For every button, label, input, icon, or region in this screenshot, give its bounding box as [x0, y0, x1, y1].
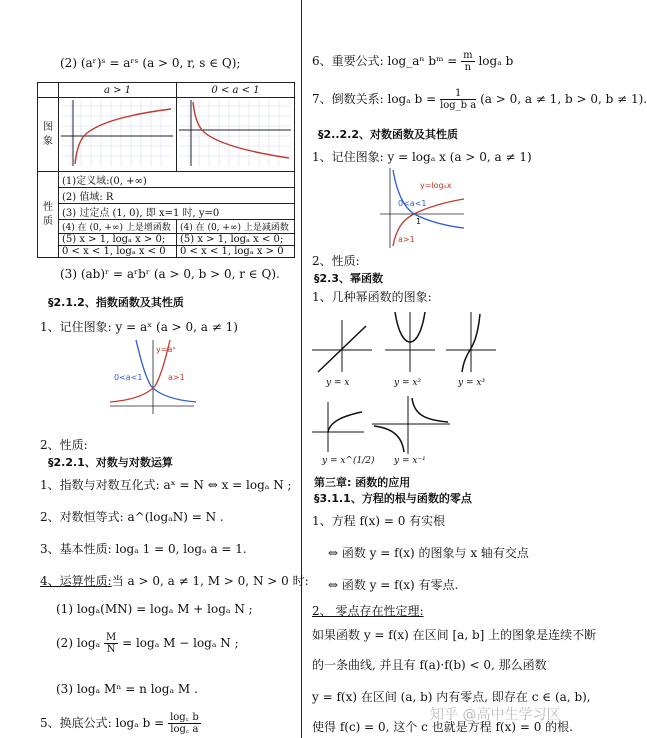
prop-range: (2) 值域: R: [59, 188, 295, 204]
r6-suffix: logₐ b: [478, 54, 514, 68]
fraction-denominator: log꜀ a: [170, 724, 199, 735]
chapter-3-title: 第三章: 函数的应用: [314, 476, 411, 489]
fraction-numerator: 1: [440, 88, 476, 100]
power-graph-x: [312, 320, 372, 372]
op-change-of-base: [40, 712, 201, 735]
zhihu-watermark: 知乎 @高中生学习区: [430, 707, 561, 723]
r7-prefix: 7、倒数关系: logₐ b =: [312, 92, 437, 106]
power-graph-inverse: [372, 396, 450, 454]
section-2-2-1-title: §2.2.1、对数与对数运算: [48, 456, 173, 469]
op-rules-condition: 当 a > 0, a ≠ 1, M > 0, N > 0 时:: [111, 574, 309, 588]
label-log-one: 1: [416, 217, 422, 226]
formula-important: [312, 50, 513, 73]
power-graphs-caption: 1、几种幂函数的图象:: [312, 290, 432, 304]
prop-increasing: (4) 在 (0, +∞) 上是增函数: [59, 220, 177, 234]
zero-theorem-line2: 的一条曲线, 并且有 f(a)·f(b) < 0, 那么函数: [312, 658, 547, 672]
r7-fraction: [440, 88, 476, 111]
quotient-suffix: = logₐ M − logₐ N ;: [122, 636, 239, 650]
r7-suffix: (a > 0, a ≠ 1, b > 0, b ≠ 1).: [480, 92, 647, 106]
table-corner: [38, 83, 59, 98]
graph-log-decreasing: [177, 98, 295, 172]
section-2-2-2-title: §2..2.2、对数函数及其性质: [318, 128, 458, 141]
log-properties-table: [37, 82, 295, 258]
caption-power-inverse: y = x⁻¹: [394, 456, 426, 466]
quotient-fraction: [104, 632, 118, 655]
zero-equiv-1: 1、方程 f(x) = 0 有实根: [312, 514, 446, 528]
caption-power-x: y = x: [326, 378, 350, 388]
graph-log-increasing: [59, 98, 177, 172]
change-of-base-prefix: 5、换底公式: logₐ b =: [40, 716, 165, 730]
zero-theorem-title: 2、 零点存在性定理:: [312, 604, 424, 618]
op-rule-power: (3) logₐ Mⁿ = n logₐ M .: [56, 682, 198, 696]
op-basic-properties: 3、基本性质: logₐ 1 = 0, logₐ a = 1.: [40, 542, 247, 556]
label-log-func: y=logₐx: [420, 181, 452, 190]
log-increasing-svg: [61, 100, 173, 166]
prop-sign-a-lt-1-line2: 0 < x < 1, logₐ x > 0: [177, 246, 295, 258]
log-graph-caption: 1、记住图象: y = logₐ x (a > 0, a ≠ 1): [312, 150, 532, 164]
section-2-3-title: §2.3、幂函数: [314, 272, 383, 285]
label-exp-func: y=aˣ: [156, 345, 176, 354]
column-divider: [301, 0, 302, 738]
fraction-denominator: n: [464, 62, 472, 73]
prop-sign-a-lt-1-line1: (5) x > 1, logₐ x < 0;: [177, 234, 295, 246]
op-rule-product: (1) logₐ(MN) = logₐ M + logₐ N ;: [56, 602, 253, 616]
prop-domain: (1)定义域:(0, +∞): [59, 172, 295, 188]
formula-reciprocal: [312, 88, 647, 111]
power-graph-sqrt: [312, 402, 364, 452]
exp-function-graph: [108, 338, 198, 416]
label-log-lt: 0<a<1: [398, 199, 427, 208]
zero-theorem-line4: 使得 f(c) = 0, 这个 c 也就是方程 f(x) = 0 的根.: [312, 720, 573, 734]
fraction-numerator: m: [463, 50, 473, 61]
prop-sign-a-gt-1-line1: (5) x > 1, logₐ x > 0;: [59, 234, 177, 246]
exp-graph-caption: 1、记住图象: y = aˣ (a > 0, a ≠ 1): [40, 320, 238, 334]
header-a-gt-1: a > 1: [59, 83, 177, 98]
row-label-props: 性质: [38, 172, 59, 258]
exp-properties-label: 2、性质:: [40, 438, 88, 452]
caption-power-sqrt: y = x^(1/2): [322, 456, 375, 466]
op-log-identity: 2、对数恒等式: a^(logₐN) = N .: [40, 510, 224, 524]
zero-equiv-2: ⇔ 函数 y = f(x) 的图象与 x 轴有交点: [328, 546, 529, 560]
prop-sign-a-gt-1-line2: 0 < x < 1, logₐ x < 0: [59, 246, 177, 258]
section-3-1-1-title: §3.1.1、方程的根与函数的零点: [314, 492, 472, 505]
op-rule-quotient: [56, 632, 239, 655]
fraction-numerator: M: [106, 632, 117, 643]
caption-power-x3: y = x³: [458, 378, 486, 388]
zero-theorem-line3: y = f(x) 在区间 (a, b) 内有零点, 即存在 c ∈ (a, b),: [312, 690, 591, 704]
log-decreasing-svg: [179, 100, 291, 166]
prop-decreasing: (4) 在 (0, +∞) 上是减函数: [177, 220, 295, 234]
label-log-gt: a>1: [398, 235, 415, 244]
label-exp-gt: a>1: [168, 373, 185, 382]
r6-fraction: [461, 50, 474, 73]
row-label-graph: 图象: [38, 98, 59, 172]
change-of-base-fraction: [168, 712, 201, 735]
op-rules-title: 4、运算性质:: [40, 574, 112, 588]
fraction-numerator: log꜀ b: [170, 712, 199, 723]
op-rules-heading: [40, 572, 309, 589]
caption-power-x2: y = x²: [394, 378, 422, 388]
section-2-1-2-title: §2.1.2、指数函数及其性质: [48, 296, 184, 309]
formula-power-power: (2) (aʳ)ˢ = aʳˢ (a > 0, r, s ∈ Q);: [60, 56, 241, 70]
prop-fixed-point: (3) 过定点 (1, 0), 即 x=1 时, y=0: [59, 204, 295, 220]
power-graph-x3: [446, 312, 496, 372]
quotient-prefix: (2) logₐ: [56, 636, 101, 650]
formula-product-power: (3) (ab)ʳ = aʳbʳ (a > 0, b > 0, r ∈ Q).: [60, 267, 280, 281]
fraction-denominator: N: [106, 644, 116, 655]
power-graph-x2: [385, 312, 435, 372]
fraction-denominator: log_b a: [440, 100, 477, 111]
label-exp-lt: 0<a<1: [114, 373, 143, 382]
zero-theorem-line1: 如果函数 y = f(x) 在区间 [a, b] 上的图象是连续不断: [312, 628, 597, 642]
header-a-lt-1: 0 < a < 1: [177, 83, 295, 98]
r6-prefix: 6、重要公式: log_aⁿ bᵐ =: [312, 54, 458, 68]
zero-equiv-3: ⇔ 函数 y = f(x) 有零点.: [328, 578, 459, 592]
log-properties-label: 2、性质:: [312, 254, 360, 268]
log-function-graph: [378, 166, 466, 250]
op-exp-log-conversion: 1、指数与对数互化式: aˣ = N ⇔ x = logₐ N ;: [40, 478, 292, 492]
